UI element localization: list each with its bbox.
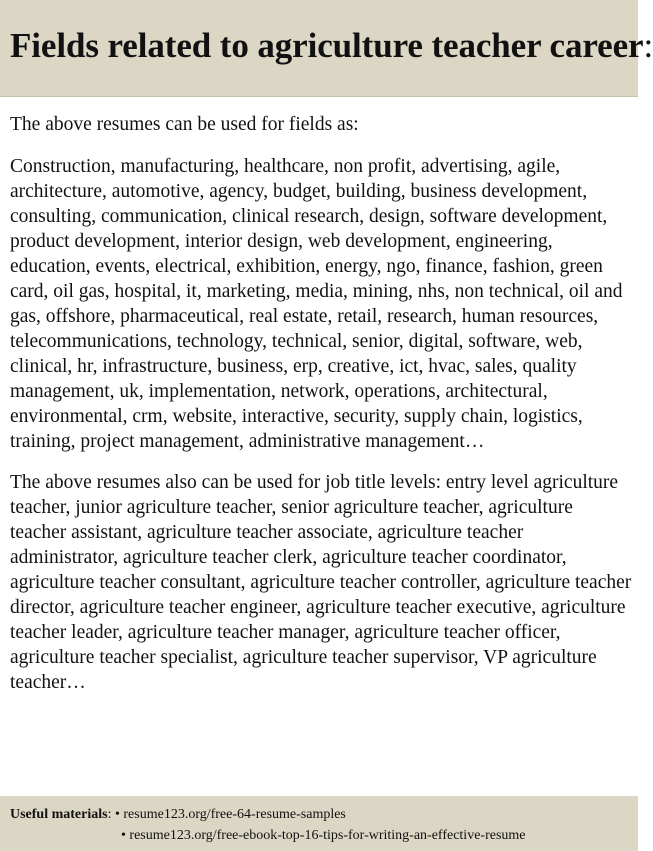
page-title — [10, 26, 653, 66]
footer-row-2 — [121, 825, 526, 847]
fields-paragraph: Construction, manufacturing, healthcare, non profit, advertising, agile, architecture, automotive, agency, budget, building, business development, consulting, communication, clinical research, design, software development, product development, interior design, web development, engineering, education, events, electrical, exhibition, energy, ngo, finance, fashion, green card, oil gas, hospital, it, marketing, media, mining, nhs, non technical, oil and gas, offshore, pharmaceutical, real estate, retail, research, human resources, telecommunications, technology, technical, senior, digital, software, web, clinical, hr, infrastructure, business, erp, creative, ict, hvac, sales, quality management, uk, implementation, network, operations, architectural, environmental, crm, website, interactive, security, supply chain, logistics, training, project management, administrative management… — [10, 156, 623, 452]
title-band — [0, 0, 653, 97]
job-levels-paragraph: The above resumes also can be used for job title levels: entry level agriculture teacher, junior agriculture teacher, senior agriculture teacher, agriculture teacher assistant, agriculture teacher associate, agriculture teacher administrator, agriculture teacher clerk, agriculture teacher coordinator, agriculture teacher consultant, agriculture teacher controller, agriculture teacher director, agriculture teacher engineer, agriculture teacher executive, agriculture teacher leader, agriculture teacher manager, agriculture teacher officer, agriculture teacher specialist, agriculture teacher supervisor, VP agriculture teacher… — [10, 472, 632, 693]
useful-materials-label-sep: : — [107, 807, 112, 822]
main-content — [10, 112, 632, 695]
footer-band — [0, 796, 638, 851]
title-colon: : — [643, 26, 653, 65]
resource-link-ebook[interactable]: • resume123.org/free-ebook-top-16-tips-for-writing-an-effective-resume — [121, 828, 526, 843]
intro-paragraph: The above resumes can be used for fields as: — [10, 114, 359, 135]
title-text: Fields related to agriculture teacher career — [10, 26, 644, 65]
useful-materials-label: Useful materials — [10, 807, 108, 822]
resource-link-samples[interactable]: • resume123.org/free-64-resume-samples — [114, 807, 346, 822]
footer-row-1 — [10, 804, 346, 826]
